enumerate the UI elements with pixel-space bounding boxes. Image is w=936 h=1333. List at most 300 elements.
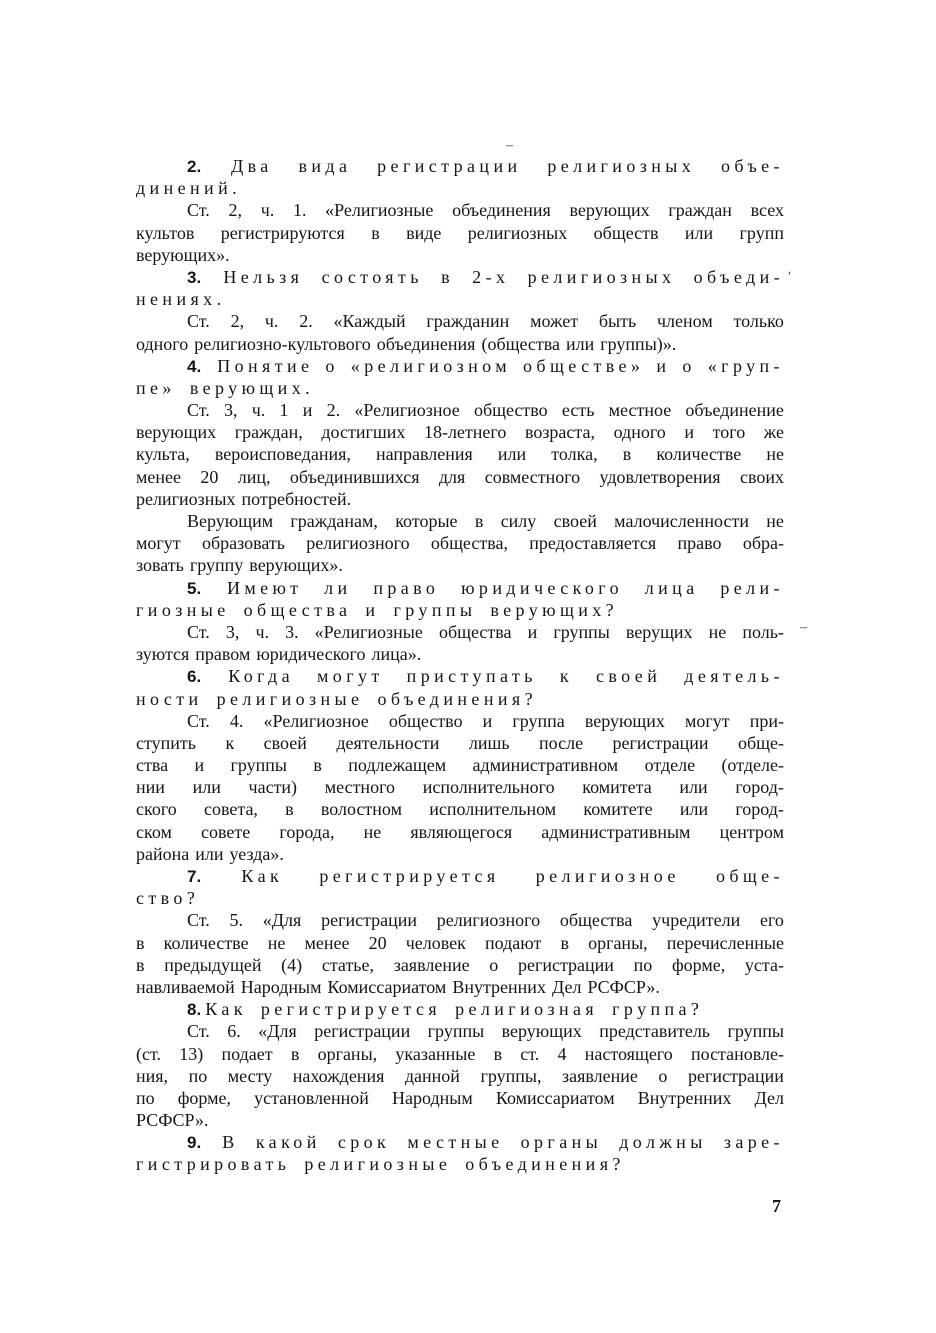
word: регистрируется bbox=[319, 866, 500, 886]
word: в bbox=[371, 222, 380, 243]
heading-line bbox=[136, 288, 784, 310]
word: ступить bbox=[136, 732, 196, 753]
word: верующих». bbox=[249, 555, 343, 576]
word: срок bbox=[337, 1132, 391, 1153]
heading-line bbox=[136, 266, 784, 288]
word: членом bbox=[657, 311, 713, 332]
word: направления bbox=[375, 444, 473, 465]
word: в bbox=[136, 932, 145, 953]
word: «Религиозные bbox=[314, 621, 423, 642]
word: пе» bbox=[136, 377, 176, 398]
word: перечисленные bbox=[666, 932, 784, 953]
word: или bbox=[566, 333, 595, 354]
word: статье, bbox=[321, 954, 375, 975]
heading-line bbox=[136, 887, 784, 909]
word: «Для bbox=[262, 910, 302, 931]
word: религиозные bbox=[216, 688, 364, 709]
word: установленной bbox=[254, 1087, 369, 1108]
word: только bbox=[733, 311, 784, 332]
word: Ст. bbox=[187, 621, 210, 642]
word: религиозных bbox=[547, 156, 696, 176]
word: (ст. bbox=[136, 1043, 161, 1064]
word: образовать bbox=[201, 533, 285, 554]
word: и bbox=[302, 400, 313, 421]
word: ском bbox=[136, 821, 172, 842]
word: количестве bbox=[656, 444, 742, 465]
word: регистрируется bbox=[260, 999, 442, 1020]
word: Ст. bbox=[187, 311, 210, 332]
heading-line bbox=[136, 177, 784, 199]
word: рели- bbox=[720, 577, 784, 598]
question-heading bbox=[136, 355, 784, 399]
word: Верующим bbox=[187, 511, 274, 531]
heading-line bbox=[136, 577, 784, 599]
word: 3. bbox=[285, 621, 299, 642]
word: гиозные bbox=[136, 599, 230, 620]
text-line bbox=[136, 1043, 784, 1065]
word: 18-летнего bbox=[423, 422, 507, 443]
word: ч. bbox=[264, 311, 279, 332]
question-number: 9. bbox=[187, 1133, 202, 1153]
word: или bbox=[497, 444, 527, 465]
heading-line bbox=[136, 599, 784, 621]
word: 5. bbox=[229, 910, 244, 931]
word: возраста, bbox=[524, 422, 595, 443]
word: при- bbox=[749, 710, 784, 731]
word: исполнительного bbox=[422, 777, 555, 798]
word: менее bbox=[136, 466, 181, 487]
word: совместного bbox=[484, 466, 581, 487]
word: обществ bbox=[593, 222, 659, 243]
text-line bbox=[136, 1020, 784, 1042]
word: своих bbox=[739, 466, 784, 487]
word: не bbox=[766, 511, 784, 531]
text-line bbox=[136, 488, 784, 510]
word: Внутренних bbox=[452, 976, 546, 997]
text-line bbox=[136, 554, 784, 576]
word: обще- bbox=[715, 866, 784, 886]
word: объединение bbox=[685, 400, 784, 421]
word: лица bbox=[644, 577, 699, 598]
text-line bbox=[136, 909, 784, 931]
word: право bbox=[677, 533, 722, 554]
word: и bbox=[365, 599, 380, 620]
word: форме, bbox=[177, 1087, 232, 1108]
word: регистрации bbox=[377, 156, 522, 176]
word: лишь bbox=[468, 732, 510, 753]
word: Ст. bbox=[187, 710, 210, 731]
word: к bbox=[559, 666, 573, 687]
word: Внутренних bbox=[637, 1087, 732, 1108]
article-paragraph bbox=[136, 199, 784, 266]
word: деятель- bbox=[684, 666, 784, 687]
word: или bbox=[684, 222, 714, 243]
word: менее bbox=[304, 932, 350, 953]
word: верующих bbox=[136, 422, 217, 443]
word: быть bbox=[598, 311, 637, 332]
word: должны bbox=[619, 1132, 707, 1153]
heading-line bbox=[136, 865, 784, 887]
word: 13) bbox=[179, 1043, 204, 1064]
word: группы bbox=[230, 755, 287, 776]
word: Два bbox=[230, 156, 273, 176]
word: к bbox=[225, 732, 235, 753]
heading-line bbox=[136, 998, 784, 1020]
word: приступать bbox=[406, 666, 537, 687]
word: того bbox=[712, 422, 746, 443]
word: Комиссариатом bbox=[327, 976, 447, 997]
text-line bbox=[136, 710, 784, 732]
word: органы, bbox=[317, 1043, 378, 1064]
word: или bbox=[679, 777, 708, 798]
word: город- bbox=[735, 799, 784, 820]
heading-line bbox=[136, 665, 784, 687]
text-line bbox=[136, 976, 784, 998]
word: 6. bbox=[227, 1021, 241, 1042]
text-line bbox=[136, 510, 784, 532]
word: 2, bbox=[228, 200, 242, 221]
word: по bbox=[188, 1065, 208, 1086]
word: административном bbox=[472, 755, 619, 776]
text-line bbox=[136, 1109, 784, 1131]
word: верующих bbox=[584, 710, 665, 731]
word: данной bbox=[404, 1065, 460, 1086]
article-paragraph bbox=[136, 510, 784, 577]
word: потребностей. bbox=[241, 488, 352, 509]
word: вероисповедания, bbox=[214, 444, 351, 465]
word: 3, bbox=[224, 400, 238, 421]
question-heading bbox=[136, 577, 784, 621]
word: отделе bbox=[644, 755, 696, 776]
question-number: 5. bbox=[187, 578, 202, 598]
word: ства bbox=[136, 755, 169, 776]
word: религиозная bbox=[455, 999, 599, 1020]
word: о bbox=[682, 355, 696, 376]
document-body bbox=[136, 155, 784, 1176]
word: указанные bbox=[395, 1043, 476, 1064]
text-line bbox=[136, 821, 784, 843]
question-number: 7. bbox=[187, 867, 202, 886]
word: верующих bbox=[569, 200, 650, 221]
word: 4 bbox=[557, 1043, 567, 1064]
word: обра- bbox=[742, 533, 784, 554]
word: объеди- bbox=[693, 266, 784, 287]
word: своей bbox=[263, 732, 307, 753]
word: город- bbox=[735, 777, 784, 798]
word: правом bbox=[195, 644, 251, 665]
article-paragraph bbox=[136, 1020, 784, 1131]
word: о bbox=[489, 954, 499, 975]
text-line bbox=[136, 621, 784, 643]
word: в bbox=[622, 444, 632, 465]
word: достигших bbox=[321, 422, 406, 443]
print-speck: ‒ bbox=[506, 138, 513, 153]
text-line bbox=[136, 1065, 784, 1087]
word: граждан, bbox=[234, 422, 303, 443]
word: юридического bbox=[256, 644, 366, 665]
word: регистрации bbox=[612, 732, 709, 753]
text-line bbox=[136, 776, 784, 798]
text-line bbox=[136, 1087, 784, 1109]
word: или bbox=[195, 843, 224, 864]
word: одного bbox=[613, 422, 666, 443]
word: культов bbox=[136, 222, 195, 243]
word: 1. bbox=[292, 200, 307, 221]
text-line bbox=[136, 310, 784, 332]
word: заявление bbox=[393, 954, 470, 975]
word: части) bbox=[248, 777, 298, 798]
word: по bbox=[136, 1087, 155, 1108]
word: своей bbox=[596, 666, 662, 687]
word: общество bbox=[473, 400, 548, 421]
word: (общества bbox=[481, 333, 561, 354]
question-heading bbox=[136, 865, 784, 909]
word: какой bbox=[255, 1132, 321, 1153]
heading-line bbox=[136, 1131, 784, 1153]
heading-line bbox=[136, 355, 784, 377]
word: 2-х bbox=[472, 266, 510, 287]
word: местное bbox=[608, 400, 672, 421]
question-heading bbox=[136, 266, 784, 310]
heading-line bbox=[136, 377, 784, 399]
word: ч. bbox=[251, 400, 266, 421]
word: объединения? bbox=[465, 1154, 625, 1175]
text-line bbox=[136, 532, 784, 554]
word: регистрации bbox=[321, 910, 418, 931]
word: учредители bbox=[652, 910, 741, 931]
word: право bbox=[373, 577, 440, 598]
word: 3, bbox=[225, 621, 240, 642]
word: представитель bbox=[599, 1021, 711, 1042]
word: ство? bbox=[136, 888, 200, 909]
word: гражданин bbox=[426, 311, 510, 332]
word: «Религиозное bbox=[263, 710, 369, 731]
article-paragraph bbox=[136, 399, 784, 510]
word: в bbox=[441, 266, 454, 287]
word: же bbox=[763, 422, 784, 443]
text-line bbox=[136, 843, 784, 865]
word: Имеют bbox=[226, 577, 303, 598]
text-line bbox=[136, 643, 784, 665]
word: или bbox=[679, 799, 709, 820]
word: лица». bbox=[371, 644, 422, 665]
word: Как bbox=[241, 866, 284, 886]
word: и bbox=[194, 755, 205, 776]
word: граждан bbox=[668, 200, 732, 221]
article-paragraph bbox=[136, 710, 784, 865]
word: Ст. bbox=[187, 910, 210, 931]
question-heading bbox=[136, 998, 784, 1020]
word: состоять bbox=[321, 266, 423, 287]
word: в bbox=[136, 954, 145, 975]
word: нахождения bbox=[292, 1065, 385, 1086]
word: 20 bbox=[368, 932, 387, 953]
word: ского bbox=[136, 799, 177, 820]
word: района bbox=[136, 843, 190, 864]
word: могут bbox=[317, 666, 384, 687]
word: ч. bbox=[260, 200, 275, 221]
word: группа? bbox=[612, 999, 704, 1020]
article-paragraph bbox=[136, 909, 784, 998]
word: могут bbox=[136, 533, 181, 554]
word: «Каждый bbox=[333, 311, 406, 332]
word: толка, bbox=[551, 444, 598, 465]
question-number: 4. bbox=[187, 356, 202, 376]
text-line bbox=[136, 399, 784, 421]
word: местные bbox=[407, 1132, 504, 1153]
word: Как bbox=[205, 999, 247, 1020]
heading-line bbox=[136, 155, 784, 177]
word: предыдущей bbox=[164, 954, 262, 975]
word: юридического bbox=[461, 577, 623, 598]
text-line bbox=[136, 954, 784, 976]
word: гистрировать bbox=[136, 1154, 291, 1175]
question-number: 2. bbox=[187, 157, 202, 176]
word: религиозных bbox=[136, 488, 236, 509]
word: о bbox=[325, 355, 339, 376]
word: в bbox=[474, 511, 484, 531]
word: навливаемой bbox=[136, 976, 235, 997]
word: нениях. bbox=[136, 289, 226, 310]
word: деятельности bbox=[336, 732, 440, 753]
text-line bbox=[136, 466, 784, 488]
page-number: 7 bbox=[772, 1196, 781, 1216]
word: ст. bbox=[520, 1043, 540, 1064]
word: группы bbox=[427, 1021, 485, 1042]
word: о bbox=[658, 1065, 668, 1086]
word: (4) bbox=[281, 954, 303, 975]
word: одного bbox=[136, 333, 189, 354]
word: «Религиозное bbox=[354, 400, 460, 421]
word: волостном bbox=[320, 799, 402, 820]
word: Народным bbox=[240, 976, 322, 997]
word: являющегося bbox=[410, 821, 513, 842]
word: «Религиозные bbox=[325, 200, 434, 221]
word: нии bbox=[136, 777, 165, 798]
word: религиозное bbox=[535, 866, 680, 886]
word: могут bbox=[685, 710, 730, 731]
text-line bbox=[136, 244, 784, 266]
word: религиозные bbox=[304, 1154, 452, 1175]
word: в bbox=[290, 1043, 300, 1064]
word: есть bbox=[561, 400, 595, 421]
word: ния, bbox=[136, 1065, 169, 1086]
article-paragraph bbox=[136, 621, 784, 665]
word: административным bbox=[541, 821, 691, 842]
question-number: 6. bbox=[187, 667, 202, 687]
print-speck: ʹ bbox=[788, 270, 792, 285]
word: верующих. bbox=[189, 377, 315, 398]
text-line bbox=[136, 199, 784, 221]
word: религиозных bbox=[467, 222, 568, 243]
word: религиозных bbox=[527, 266, 676, 287]
word: лиц, bbox=[237, 466, 271, 487]
article-paragraph bbox=[136, 310, 784, 354]
word: Дел bbox=[754, 1087, 784, 1108]
word: обществе» bbox=[523, 355, 645, 376]
word: в bbox=[313, 755, 322, 776]
word: 2. bbox=[326, 400, 341, 421]
word: месту bbox=[227, 1065, 273, 1086]
word: не bbox=[708, 621, 727, 642]
word: не bbox=[267, 932, 286, 953]
word: 1 bbox=[279, 400, 289, 421]
print-speck: – bbox=[800, 620, 807, 635]
word: Дел bbox=[551, 976, 582, 997]
word: ности bbox=[136, 688, 203, 709]
word: может bbox=[530, 311, 579, 332]
word: объе- bbox=[720, 156, 784, 176]
word: удовлетворения bbox=[599, 466, 721, 487]
word: уезда». bbox=[229, 843, 284, 864]
word: настоящего bbox=[584, 1043, 673, 1064]
word: комитете bbox=[583, 799, 653, 820]
word: комитета bbox=[582, 777, 652, 798]
word: и bbox=[656, 355, 671, 376]
word: регистрации bbox=[314, 1021, 411, 1042]
word: Ст. bbox=[187, 1021, 210, 1042]
word: не bbox=[766, 444, 784, 465]
word: религиозно-культового bbox=[194, 333, 371, 354]
text-line bbox=[136, 443, 784, 465]
word: подают bbox=[484, 932, 542, 953]
word: малочисленности bbox=[614, 511, 749, 531]
text-line bbox=[136, 932, 784, 954]
word: человек bbox=[405, 932, 466, 953]
question-heading bbox=[136, 665, 784, 709]
word: Когда bbox=[228, 666, 294, 687]
word: группу bbox=[189, 555, 244, 576]
word: Народным bbox=[392, 1087, 473, 1108]
word: общества, bbox=[430, 533, 508, 554]
word: общества bbox=[243, 599, 352, 620]
word: своей bbox=[553, 511, 597, 531]
word: или bbox=[192, 777, 221, 798]
word: ли bbox=[324, 577, 352, 598]
word: объединения bbox=[452, 200, 551, 221]
word: совете bbox=[201, 821, 251, 842]
question-number: 8. bbox=[187, 1000, 202, 1020]
word: всех bbox=[750, 200, 784, 221]
word: местного bbox=[324, 777, 396, 798]
word: «груп- bbox=[707, 355, 784, 376]
word: не bbox=[363, 821, 382, 842]
word: группы bbox=[553, 621, 610, 642]
word: группы bbox=[727, 1021, 784, 1042]
word: РСФСР». bbox=[587, 976, 660, 997]
word: силу bbox=[500, 511, 537, 531]
word: уста- bbox=[744, 954, 784, 975]
word: по bbox=[633, 954, 653, 975]
word: постановле- bbox=[690, 1043, 784, 1064]
word: и bbox=[527, 621, 538, 642]
word: В bbox=[222, 1132, 239, 1153]
word: зовать bbox=[136, 555, 184, 576]
word: религиозного bbox=[436, 910, 541, 931]
word: РСФСР». bbox=[136, 1110, 209, 1131]
word: Понятие bbox=[217, 355, 314, 376]
word: подлежащем bbox=[348, 755, 447, 776]
word: общество bbox=[388, 710, 463, 731]
word: подает bbox=[221, 1043, 273, 1064]
word: верующих bbox=[501, 1021, 582, 1042]
word: виде bbox=[406, 222, 442, 243]
question-heading bbox=[136, 1131, 784, 1175]
word: города, bbox=[279, 821, 335, 842]
word: Нельзя bbox=[223, 266, 304, 287]
word: обще- bbox=[737, 732, 784, 753]
text-line bbox=[136, 222, 784, 244]
